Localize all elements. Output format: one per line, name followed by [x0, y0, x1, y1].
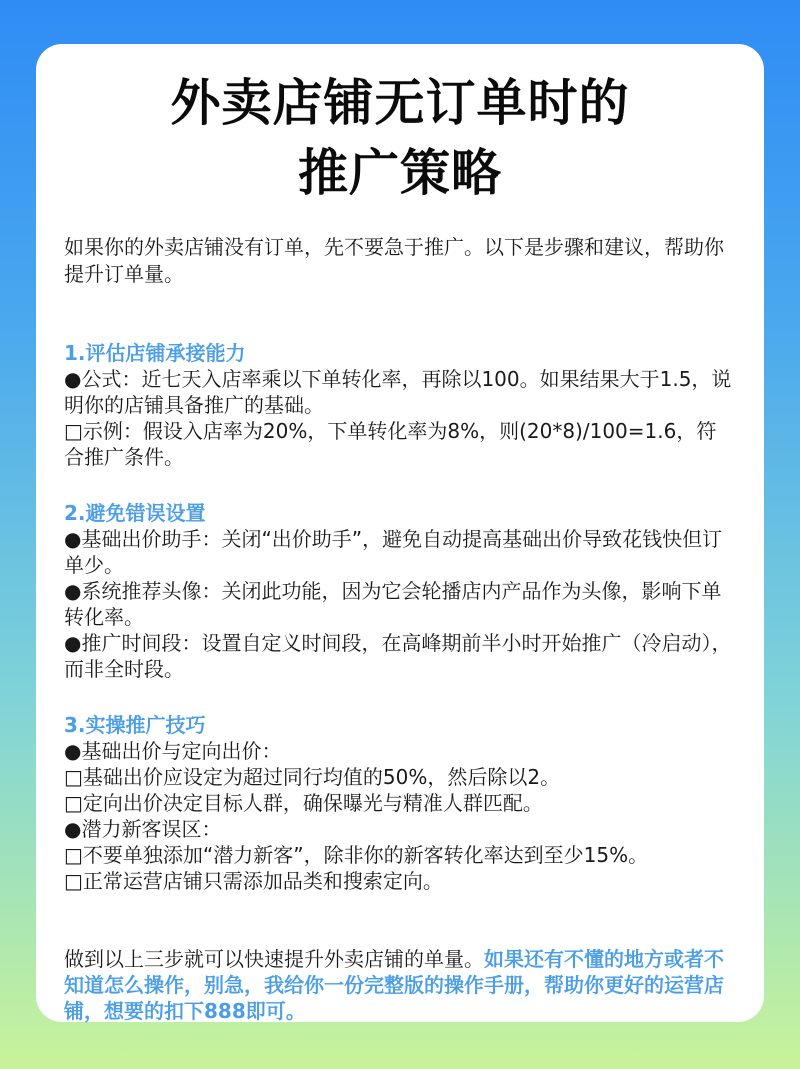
closing-highlight: 如果还有不懂的地方或者不知道怎么操作，别急，我给你一份完整版的操作手册，帮助你更好的运营店铺，想要的扣下888即可。	[64, 947, 724, 1023]
closing-text: 做到以上三步就可以快速提升外卖店铺的单量。	[64, 947, 484, 971]
bullet-line: □正常运营店铺只需添加品类和搜索定向。	[64, 869, 443, 893]
section-heading: 3.实操推广技巧	[64, 713, 206, 737]
bullet-line: ●潜力新客误区：	[64, 817, 222, 841]
bullet-line: ●公式：近七天入店率乘以下单转化率，再除以100。如果结果大于1.5，说明你的店铺具备推广的基础。	[64, 367, 732, 417]
section-evaluate-capacity	[64, 340, 736, 470]
intro-paragraph: 如果你的外卖店铺没有订单，先不要急于推广。以下是步骤和建议，帮助你提升订单量。	[64, 235, 724, 286]
bullet-line: ●基础出价助手：关闭“出价助手”，避免自动提高基础出价导致花钱快但订单少。	[64, 527, 723, 577]
title-line-2: 推广策略	[298, 144, 502, 202]
section-practical-tips	[64, 712, 736, 894]
title-line-1: 外卖店铺无订单时的	[170, 74, 630, 132]
content-card	[36, 44, 764, 1022]
bullet-line: □不要单独添加“潜力新客”，除非你的新客转化率达到至少15%。	[64, 843, 649, 867]
closing-paragraph	[64, 946, 736, 1024]
bullet-line: □定向出价决定目标人群，确保曝光与精准人群匹配。	[64, 791, 543, 815]
bullet-line: ●系统推荐头像：关闭此功能，因为它会轮播店内产品作为头像，影响下单转化率。	[64, 579, 722, 629]
bullet-line: ●推广时间段：设置自定义时间段，在高峰期前半小时开始推广（冷启动），而非全时段。	[64, 631, 732, 681]
page-title	[64, 68, 736, 208]
section-avoid-mistakes	[64, 500, 736, 682]
bullet-line: ●基础出价与定向出价：	[64, 739, 282, 763]
section-heading: 1.评估店铺承接能力	[64, 341, 246, 365]
section-heading: 2.避免错误设置	[64, 501, 206, 525]
bullet-line: □基础出价应设定为超过同行均值的50%，然后除以2。	[64, 765, 561, 789]
bullet-line: □示例：假设入店率为20%，下单转化率为8%，则(20*8)/100=1.6，符合推广条件。	[64, 419, 717, 469]
